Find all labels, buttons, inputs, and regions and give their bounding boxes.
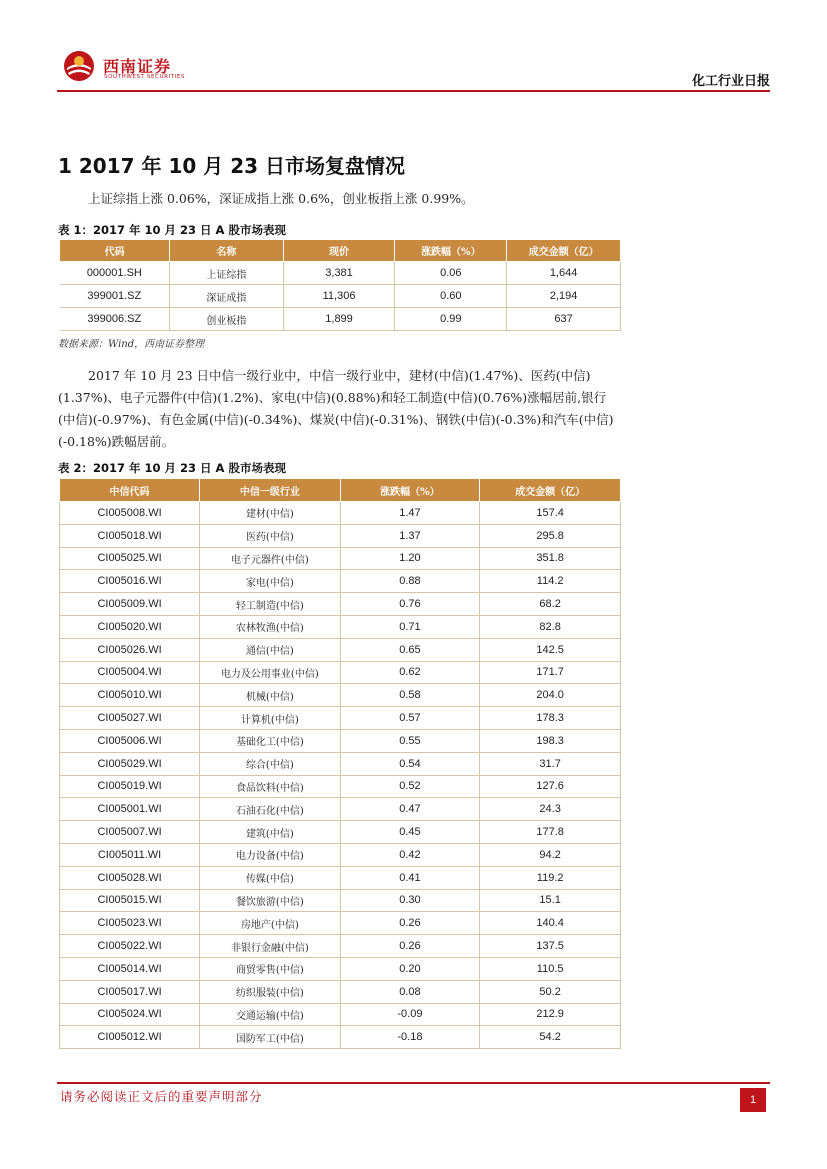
table-cell: 0.65	[340, 638, 480, 661]
table-cell: 电子元器件(中信)	[200, 547, 341, 570]
table-cell: 140.4	[480, 912, 621, 935]
table-cell: 计算机(中信)	[200, 707, 341, 730]
page-number: 1	[740, 1088, 766, 1112]
table-row	[60, 707, 621, 730]
table-row	[60, 262, 621, 285]
table-row	[60, 547, 621, 570]
table-cell: CI005014.WI	[60, 957, 200, 980]
column-header: 代码	[60, 240, 170, 262]
table-cell: CI005028.WI	[60, 866, 200, 889]
table-row	[60, 615, 621, 638]
table-row	[60, 912, 621, 935]
table-row	[60, 866, 621, 889]
table-cell: CI005019.WI	[60, 775, 200, 798]
table-cell: 家电(中信)	[200, 570, 341, 593]
table-cell: CI005029.WI	[60, 752, 200, 775]
table-cell: 637	[507, 308, 621, 331]
table-cell: CI005011.WI	[60, 843, 200, 866]
table-cell: 纺织服装(中信)	[200, 980, 341, 1003]
table-cell: 医药(中信)	[200, 524, 341, 547]
table-cell: 399006.SZ	[60, 308, 170, 331]
table-cell: 0.47	[340, 798, 480, 821]
market-summary-paragraph: 上证综指上涨 0.06%，深证成指上涨 0.6%，创业板指上涨 0.99%。	[88, 191, 474, 206]
table-cell: 1.20	[340, 547, 480, 570]
table-header-row	[60, 479, 621, 502]
table-cell: 0.58	[340, 684, 480, 707]
table-cell: 农林牧渔(中信)	[200, 615, 341, 638]
table-cell: 399001.SZ	[60, 285, 170, 308]
table-row	[60, 661, 621, 684]
table-cell: CI005016.WI	[60, 570, 200, 593]
table-cell: 157.4	[480, 502, 621, 525]
table-cell: 上证综指	[170, 262, 283, 285]
table-cell: 机械(中信)	[200, 684, 341, 707]
column-header: 中信代码	[60, 479, 200, 502]
table-row	[60, 593, 621, 616]
table-row	[60, 821, 621, 844]
table-row	[60, 1003, 621, 1026]
table-row	[60, 980, 621, 1003]
table-cell: CI005004.WI	[60, 661, 200, 684]
table-cell: 0.42	[340, 843, 480, 866]
table-cell: 非银行金融(中信)	[200, 935, 341, 958]
table-cell: 1.47	[340, 502, 480, 525]
table-cell: 0.71	[340, 615, 480, 638]
table-row	[60, 957, 621, 980]
table1-caption: 表 1：2017 年 10 月 23 日 A 股市场表现	[58, 223, 286, 237]
table-row	[60, 752, 621, 775]
table-cell: 127.6	[480, 775, 621, 798]
table-cell: -0.09	[340, 1003, 480, 1026]
table-cell: 119.2	[480, 866, 621, 889]
table-cell: 1,899	[283, 308, 395, 331]
industry-performance-table	[59, 478, 621, 1049]
table-cell: 食品饮料(中信)	[200, 775, 341, 798]
table-cell: 0.52	[340, 775, 480, 798]
table-cell: 商贸零售(中信)	[200, 957, 341, 980]
table-cell: 0.20	[340, 957, 480, 980]
table-cell: 基础化工(中信)	[200, 729, 341, 752]
table-cell: 178.3	[480, 707, 621, 730]
table-cell: 0.88	[340, 570, 480, 593]
column-header: 成交金额（亿）	[507, 240, 621, 262]
table-cell: 54.2	[480, 1026, 621, 1049]
table-cell: CI005015.WI	[60, 889, 200, 912]
table-row	[60, 889, 621, 912]
table-row	[60, 524, 621, 547]
table-cell: 交通运输(中信)	[200, 1003, 341, 1026]
footer-divider	[57, 1082, 770, 1084]
table-cell: 0.62	[340, 661, 480, 684]
table2-caption: 表 2：2017 年 10 月 23 日 A 股市场表现	[58, 461, 286, 475]
table-cell: 建筑(中信)	[200, 821, 341, 844]
table-cell: 295.8	[480, 524, 621, 547]
table-cell: 电力及公用事业(中信)	[200, 661, 341, 684]
table-cell: 电力设备(中信)	[200, 843, 341, 866]
table-row	[60, 570, 621, 593]
table-cell: 82.8	[480, 615, 621, 638]
table-cell: CI005006.WI	[60, 729, 200, 752]
table-cell: 深证成指	[170, 285, 283, 308]
table-cell: CI005010.WI	[60, 684, 200, 707]
table-cell: 2,194	[507, 285, 621, 308]
table-cell: 综合(中信)	[200, 752, 341, 775]
table-cell: 1.37	[340, 524, 480, 547]
table-cell: 212.9	[480, 1003, 621, 1026]
column-header: 涨跌幅（%）	[340, 479, 480, 502]
table-cell: CI005022.WI	[60, 935, 200, 958]
table-cell: 餐饮旅游(中信)	[200, 889, 341, 912]
table-cell: 198.3	[480, 729, 621, 752]
table-cell: CI005007.WI	[60, 821, 200, 844]
table-cell: 0.30	[340, 889, 480, 912]
table-cell: CI005020.WI	[60, 615, 200, 638]
table-row	[60, 285, 621, 308]
table-header-row	[60, 240, 621, 262]
column-header: 涨跌幅（%）	[395, 240, 507, 262]
header-divider	[57, 90, 770, 92]
table-row	[60, 308, 621, 331]
table-cell: 142.5	[480, 638, 621, 661]
table-cell: 0.76	[340, 593, 480, 616]
table-cell: 0.06	[395, 262, 507, 285]
table-cell: 0.26	[340, 912, 480, 935]
table-cell: 137.5	[480, 935, 621, 958]
table-cell: 000001.SH	[60, 262, 170, 285]
table-cell: 1,644	[507, 262, 621, 285]
column-header: 成交金额（亿）	[480, 479, 621, 502]
table-cell: 0.41	[340, 866, 480, 889]
table-cell: CI005001.WI	[60, 798, 200, 821]
table-cell: 0.55	[340, 729, 480, 752]
logo-chinese-name: 西南证券	[103, 57, 172, 76]
table-cell: 11,306	[283, 285, 395, 308]
logo-english-name: SOUTHWEST SECURITIES	[104, 74, 186, 80]
table-cell: 房地产(中信)	[200, 912, 341, 935]
column-header: 现价	[283, 240, 395, 262]
table-cell: 3,381	[283, 262, 395, 285]
table-cell: 114.2	[480, 570, 621, 593]
table-row	[60, 935, 621, 958]
table-cell: 0.60	[395, 285, 507, 308]
table-cell: 177.8	[480, 821, 621, 844]
table-row	[60, 1026, 621, 1049]
table-cell: 24.3	[480, 798, 621, 821]
table-cell: 0.99	[395, 308, 507, 331]
table-cell: 171.7	[480, 661, 621, 684]
table-cell: 94.2	[480, 843, 621, 866]
table-cell: 0.45	[340, 821, 480, 844]
table-cell: -0.18	[340, 1026, 480, 1049]
table-cell: CI005027.WI	[60, 707, 200, 730]
table-cell: 0.54	[340, 752, 480, 775]
table-row	[60, 775, 621, 798]
table-cell: CI005024.WI	[60, 1003, 200, 1026]
company-logo	[63, 48, 243, 88]
table-cell: CI005017.WI	[60, 980, 200, 1003]
table-cell: CI005023.WI	[60, 912, 200, 935]
table-cell: 110.5	[480, 957, 621, 980]
table-cell: 68.2	[480, 593, 621, 616]
table-cell: 31.7	[480, 752, 621, 775]
table-cell: 50.2	[480, 980, 621, 1003]
section-heading: 1 2017 年 10 月 23 日市场复盘情况	[58, 154, 406, 178]
table-cell: 204.0	[480, 684, 621, 707]
table-cell: CI005008.WI	[60, 502, 200, 525]
table-cell: CI005012.WI	[60, 1026, 200, 1049]
disclaimer-notice: 请务必阅读正文后的重要声明部分	[60, 1089, 263, 1104]
table-cell: CI005009.WI	[60, 593, 200, 616]
industry-summary-paragraph: 2017 年 10 月 23 日中信一级行业中，中信一级行业中，建材(中信)(1.47%)、医药(中信)(1.37%)、电子元器件(中信)(1.2%)、家电(中信)(0.88%)和轻工制造(中信)(0.76%)涨幅居前,银行(中信)(-0.97%)、有色金属(中信)(-0.34%)、煤炭(中信)(-0.31%)、钢铁(中信)(-0.3%)和汽车(中信)(-0.18%)跌幅居前。	[58, 368, 614, 449]
column-header: 名称	[170, 240, 283, 262]
table-cell: 0.57	[340, 707, 480, 730]
index-performance-table	[59, 239, 621, 331]
table-cell: 国防军工(中信)	[200, 1026, 341, 1049]
table-row	[60, 684, 621, 707]
table-row	[60, 729, 621, 752]
table-cell: 351.8	[480, 547, 621, 570]
column-header: 中信一级行业	[200, 479, 341, 502]
table-cell: CI005018.WI	[60, 524, 200, 547]
report-title: 化工行业日报	[691, 74, 770, 89]
table-cell: 0.26	[340, 935, 480, 958]
table-row	[60, 502, 621, 525]
table-cell: 轻工制造(中信)	[200, 593, 341, 616]
table-row	[60, 638, 621, 661]
page-header	[57, 48, 770, 92]
table-cell: 0.08	[340, 980, 480, 1003]
table-row	[60, 843, 621, 866]
table-cell: 石油石化(中信)	[200, 798, 341, 821]
table-cell: 15.1	[480, 889, 621, 912]
data-source-note: 数据来源：Wind，西南证券整理	[58, 339, 205, 350]
table-cell: 传媒(中信)	[200, 866, 341, 889]
table-cell: CI005025.WI	[60, 547, 200, 570]
table-cell: 建材(中信)	[200, 502, 341, 525]
sun-logo-icon	[63, 50, 95, 82]
table-cell: 通信(中信)	[200, 638, 341, 661]
table-cell: CI005026.WI	[60, 638, 200, 661]
table-cell: 创业板指	[170, 308, 283, 331]
table-row	[60, 798, 621, 821]
